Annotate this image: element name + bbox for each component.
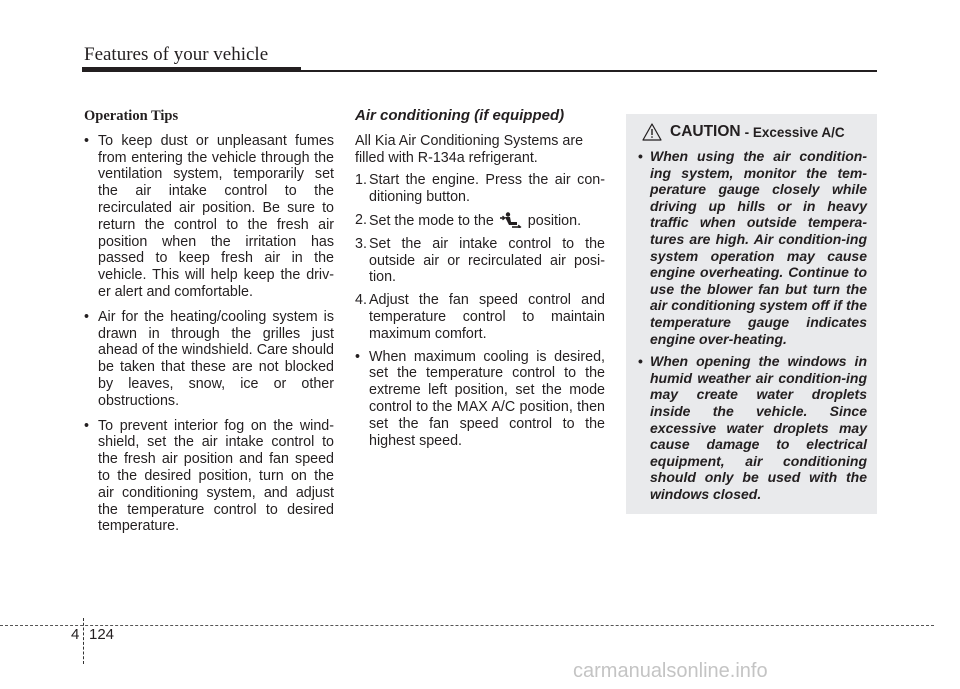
step-number: 4. [355, 292, 367, 309]
page-number: 124 [89, 626, 115, 643]
step-number: 3. [355, 235, 367, 252]
left-column [84, 108, 334, 543]
step-text: Start the engine. Press the air con-ditioning button. [369, 172, 605, 206]
list-item [355, 212, 605, 230]
list-item: • When using the air condition-ing system, monitor the tem-perature gauge closely while driving up hills or in heavy traffic when outside tempera-tures are high. Air condition-ing system operation may cause engine overheating. Continue to use the blower fan but turn the air conditioning system off if the temperature gauge indicates engine over-heating. [636, 148, 867, 347]
caution-header [642, 122, 867, 142]
list-item: • Air for the heating/cooling system is drawn in through the grilles just ahead of the windshield. Care should be taken that these are not blocked by leaves, snow, ice or other obstructions. [84, 309, 334, 410]
operation-tips-heading: Operation Tips [84, 108, 179, 124]
list-item: • To prevent interior fog on the wind-shield, set the air intake control to the fresh air position and fan speed to the desired position, turn on the air conditioning system, and adjust the temperature control to desired temperature. [84, 418, 334, 536]
step-text: Set the air intake control to the outside air or recirculated air posi-tion. [369, 235, 605, 286]
operation-tips-list [84, 133, 334, 535]
list-item [355, 292, 605, 342]
step-text: Set the mode to the [369, 212, 494, 229]
list-item [355, 172, 605, 206]
warning-triangle-icon [642, 123, 662, 141]
caution-subtitle: - Excessive A/C [744, 124, 845, 140]
step-text: position. [527, 212, 582, 229]
step-number: 1. [355, 172, 367, 189]
ac-intro-paragraph: All Kia Air Conditioning Systems are filled with R-134a refrigerant. [355, 132, 584, 166]
footer-page-separator [83, 618, 84, 664]
header-rule-thin [301, 70, 877, 72]
footer-divider [0, 625, 934, 626]
ac-steps-list [355, 172, 605, 342]
list-item: • To keep dust or unpleasant fumes from entering the vehicle through the ventilation system, temporarily set the air intake control to the recirculated air position. Be sure to return the control to the fresh air position when the irritation has passed to keep fresh air in the vehicle. This will help keep the driv-er alert and comfortable. [84, 133, 334, 301]
caution-box [626, 114, 877, 514]
caution-title: CAUTION [670, 123, 741, 140]
list-item: • When opening the windows in humid weather air condition-ing may create water droplets inside the vehicle. Since excessive water droplets may cause damage to electrical equipment, air conditioning should only be used with the windows closed. [636, 353, 867, 502]
caution-list [636, 148, 867, 502]
step-text: Adjust the fan speed control and temperature control to maintain maximum comfort. [369, 292, 605, 342]
step-number: 2. [355, 211, 367, 228]
air-conditioning-heading: Air conditioning (if equipped) [355, 107, 565, 124]
list-item: • When maximum cooling is desired, set the temperature control to the extreme left position, set the mode control to the MAX A/C position, then set the fan speed control to the highest speed. [355, 349, 605, 450]
watermark: carmanualsonline.info [573, 660, 768, 682]
chapter-number: 4 [71, 626, 80, 643]
header-rule-thick [82, 67, 301, 72]
middle-column [355, 108, 605, 457]
ac-tips-list [355, 349, 605, 450]
list-item [355, 236, 605, 286]
page-header-title: Features of your vehicle [84, 44, 269, 65]
floor-face-mode-icon [498, 212, 524, 228]
